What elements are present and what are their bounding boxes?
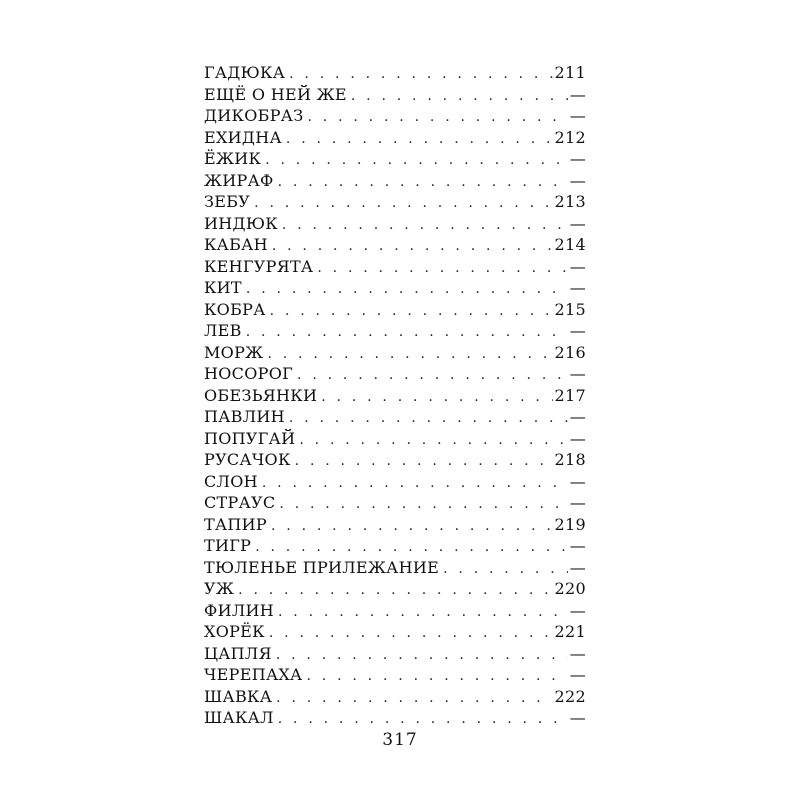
toc-entry-page: — [569,149,586,168]
toc-entry-title: СЛОН [204,471,258,491]
toc-entry-page: — [569,364,586,383]
toc-entry-title: КАБАН [204,235,268,254]
toc-entry [204,170,586,192]
dot-leader [278,602,568,622]
dot-leader [254,193,552,213]
toc-entry-page: — [569,213,586,233]
toc-entry-page: — [569,170,586,190]
toc-entry [204,449,586,471]
toc-entry [204,127,586,149]
toc-entry-title: ЦАПЛЯ [204,643,272,663]
dot-leader [306,666,567,686]
toc-entry-page: — [569,428,586,448]
toc-entry [204,148,586,170]
toc-entry-page: — [569,278,586,297]
toc-entry-title: ЗЕБУ [204,192,251,211]
toc-entry-title: МОРЖ [204,342,264,362]
toc-entry-page: — [569,106,586,125]
dot-leader [299,430,567,450]
dot-leader [297,365,568,385]
toc-entry-page: — [569,493,586,512]
toc-entry [204,256,586,278]
dot-leader [276,645,568,665]
dot-leader [307,107,567,127]
toc-entry-page: 219 [554,514,586,534]
dot-leader [276,688,552,708]
toc-entry-page: 211 [554,63,586,82]
dot-leader [278,709,568,729]
toc-entry-page: — [569,600,586,620]
toc-entry-page: — [569,256,586,276]
dot-leader [255,537,568,557]
toc-entry-title: ЁЖИК [204,149,262,168]
toc-entry-title: ШАВКА [204,686,273,706]
toc-entry-page: 216 [554,342,586,362]
toc-entry-title: ИНДЮК [204,213,278,233]
toc-entry-title: ЕХИДНА [204,127,282,147]
dot-leader [278,172,568,192]
dot-leader [295,451,553,471]
dot-leader [246,279,568,299]
toc-entry-page: — [569,708,586,727]
toc-entry [204,342,586,364]
toc-entry-title: ТЮЛЕНЬЕ ПРИЛЕЖАНИЕ [204,557,440,577]
toc-entry [204,664,586,686]
toc-entry-page: — [569,84,586,104]
toc-entry-page: 212 [554,127,586,147]
dot-leader [286,129,553,149]
toc-entry-title: ДИКОБРАЗ [204,106,304,125]
toc-entry-title: КИТ [204,278,242,297]
toc-entry-page: — [569,643,586,663]
toc-entry-page: — [569,665,586,684]
dot-leader [267,344,552,364]
toc-entry [204,277,586,299]
toc-entry-title: ЛЕВ [204,321,242,340]
toc-entry [204,191,586,213]
dot-leader [238,580,552,600]
toc-entry-page: — [569,407,586,426]
toc-entry [204,299,586,321]
toc-entry-page: 217 [554,385,586,405]
toc-entry-page: — [569,536,586,555]
toc-entry [204,535,586,557]
toc-entry [204,514,586,536]
table-of-contents [204,62,586,729]
toc-entry [204,621,586,643]
toc-entry-title: РУСАЧОК [204,450,291,469]
toc-entry-page: — [569,557,586,577]
dot-leader [321,387,552,407]
dot-leader [269,623,553,643]
toc-entry-page: — [569,471,586,491]
toc-entry-title: ТИГР [204,536,252,555]
dot-leader [289,64,552,84]
toc-entry [204,406,586,428]
toc-entry [204,213,586,235]
toc-entry [204,557,586,579]
dot-leader [265,150,567,170]
toc-entry [204,643,586,665]
dot-leader [270,301,553,321]
toc-entry-page: 220 [554,579,586,598]
toc-entry-title: ПАВЛИН [204,407,285,426]
toc-entry-page: 222 [554,686,586,706]
toc-entry-title: ПОПУГАЙ [204,428,296,448]
toc-entry [204,578,586,600]
toc-entry [204,105,586,127]
dot-leader [279,494,567,514]
dot-leader [272,236,553,256]
toc-entry [204,320,586,342]
dot-leader [317,258,567,278]
dot-leader [443,559,568,579]
toc-entry-title: УЖ [204,579,235,598]
toc-entry-title: НОСОРОГ [204,364,294,383]
toc-entry-page: 221 [554,622,586,641]
toc-entry-title: ОБЕЗЬЯНКИ [204,385,318,405]
toc-entry [204,84,586,106]
toc-entry-title: ЕЩЁ О НЕЙ ЖЕ [204,84,347,104]
toc-entry-page: 215 [554,299,586,319]
toc-entry [204,707,586,729]
toc-entry-title: ЖИРАФ [204,170,274,190]
toc-entry-title: ШАКАЛ [204,708,274,727]
dot-leader [262,473,568,493]
dot-leader [289,408,568,428]
toc-entry-page: 214 [554,235,586,254]
toc-entry [204,686,586,708]
dot-leader [271,516,553,536]
toc-entry-page: 213 [554,192,586,211]
toc-entry-title: ХОРЁК [204,622,265,641]
dot-leader [351,86,568,106]
toc-entry [204,492,586,514]
toc-entry [204,428,586,450]
dot-leader [246,322,568,342]
toc-entry [204,234,586,256]
dot-leader [282,215,568,235]
toc-entry [204,471,586,493]
toc-entry [204,385,586,407]
toc-entry-title: СТРАУС [204,493,276,512]
toc-entry-title: ГАДЮКА [204,63,286,82]
toc-entry [204,363,586,385]
toc-entry-page: — [569,321,586,340]
toc-entry [204,62,586,84]
toc-entry-title: ТАПИР [204,514,267,534]
toc-entry-title: КОБРА [204,299,266,319]
toc-entry-title: ЧЕРЕПАХА [204,665,303,684]
toc-entry [204,600,586,622]
toc-entry-title: ФИЛИН [204,600,274,620]
page-number: 317 [382,730,418,750]
toc-entry-title: КЕНГУРЯТА [204,256,314,276]
toc-entry-page: 218 [554,450,586,469]
